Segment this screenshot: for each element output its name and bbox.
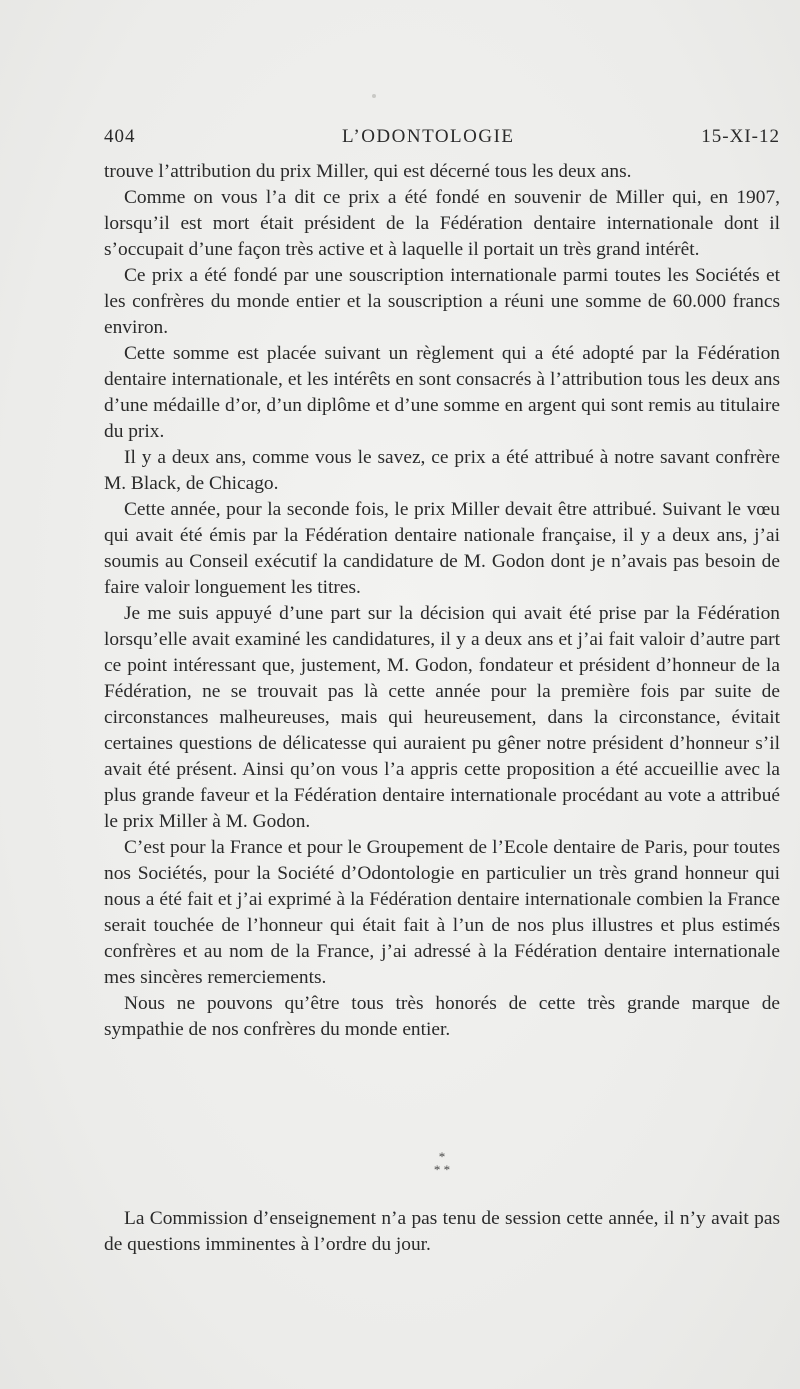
paragraph-miller-origin: Comme on vous l’a dit ce prix a été fondé en souvenir de Miller qui, en 1907, lorsqu’il est mort était président de la Fédération dentaire internationale dont il s’occupait d’une façon très active et à laquelle il portait un très grand intérêt. [104, 187, 780, 260]
paragraph-godon-candidacy: Cette année, pour la seconde fois, le prix Miller devait être attribué. Suivant le vœu qui avait été émis par la Fédération dentaire nationale française, il y a deux ans, j’ai soumis au Conseil exécutif la candidature de M. Godon dont je n’avais pas besoin de faire valoir longuement les titres. [104, 499, 780, 598]
page-number: 404 [104, 126, 136, 147]
running-head [104, 126, 780, 152]
paragraph-subscription: Ce prix a été fondé par une souscription internationale parmi toutes les Sociétés et les confrères du monde entier et la souscription a réuni une somme de 60.000 francs environ. [104, 265, 780, 338]
paragraph-commission: La Commission d’enseignement n’a pas tenu de session cette année, il n’y avait pas de questions imminentes à l’ordre du jour. [104, 1208, 780, 1255]
journal-title: L’ODONTOLOGIE [342, 126, 515, 147]
section-break-asterism [104, 1150, 780, 1176]
asterism-top-star: * [438, 1149, 446, 1164]
asterism-bottom-stars: * * [433, 1162, 451, 1177]
issue-date: 15-XI-12 [701, 126, 780, 147]
paragraph-black: Il y a deux ans, comme vous le savez, ce prix a été attribué à notre savant confrère M. Black, de Chicago. [104, 447, 780, 494]
closing-text [104, 1206, 780, 1258]
paragraph-continuation: trouve l’attribution du prix Miller, qui est décerné tous les deux ans. [104, 161, 632, 182]
paragraph-decision: Je me suis appuyé d’une part sur la décision qui avait été prise par la Fédération lorsqu’elle avait examiné les candidatures, il y a deux ans et j’ai fait valoir d’autre part ce point intéressant que, justement, M. Godon, fondateur et président d’honneur de la Fédération, ne se trouvait pas là cette année pour la première fois par suite de circonstances malheureuses, mais qui heureusement, dans la circonstance, évitait certaines questions de délicatesse qui auraient pu gêner notre président d’honneur s’il avait été présent. Ainsi qu’on vous l’a appris cette proposition a été accueillie avec la plus grande faveur et la Fédération dentaire internationale procédant au vote a attribué le prix Miller à M. Godon. [104, 603, 780, 832]
paragraph-regulation: Cette somme est placée suivant un règlement qui a été adopté par la Fédération dentaire internationale, et les intérêts en sont consacrés à l’attribution tous les deux ans d’une médaille d’or, d’un diplôme et d’une somme en argent qui sont remis au titulaire du prix. [104, 343, 780, 442]
paper-speck [372, 94, 376, 98]
body-text [104, 159, 780, 1043]
paragraph-sympathy: Nous ne pouvons qu’être tous très honorés de cette très grande marque de sympathie de nos confrères du monde entier. [104, 993, 780, 1040]
paragraph-honor: C’est pour la France et pour le Groupement de l’Ecole dentaire de Paris, pour toutes nos Sociétés, pour la Société d’Odontologie en particulier un très grand honneur qui nous a été fait et j’ai exprimé à la Fédération dentaire internationale combien la France serait touchée de l’honneur qui était fait à l’un de nos plus illustres et plus estimés confrères et au nom de la France, j’ai adressé à la Fédération dentaire internationale mes sincères remerciements. [104, 837, 780, 988]
